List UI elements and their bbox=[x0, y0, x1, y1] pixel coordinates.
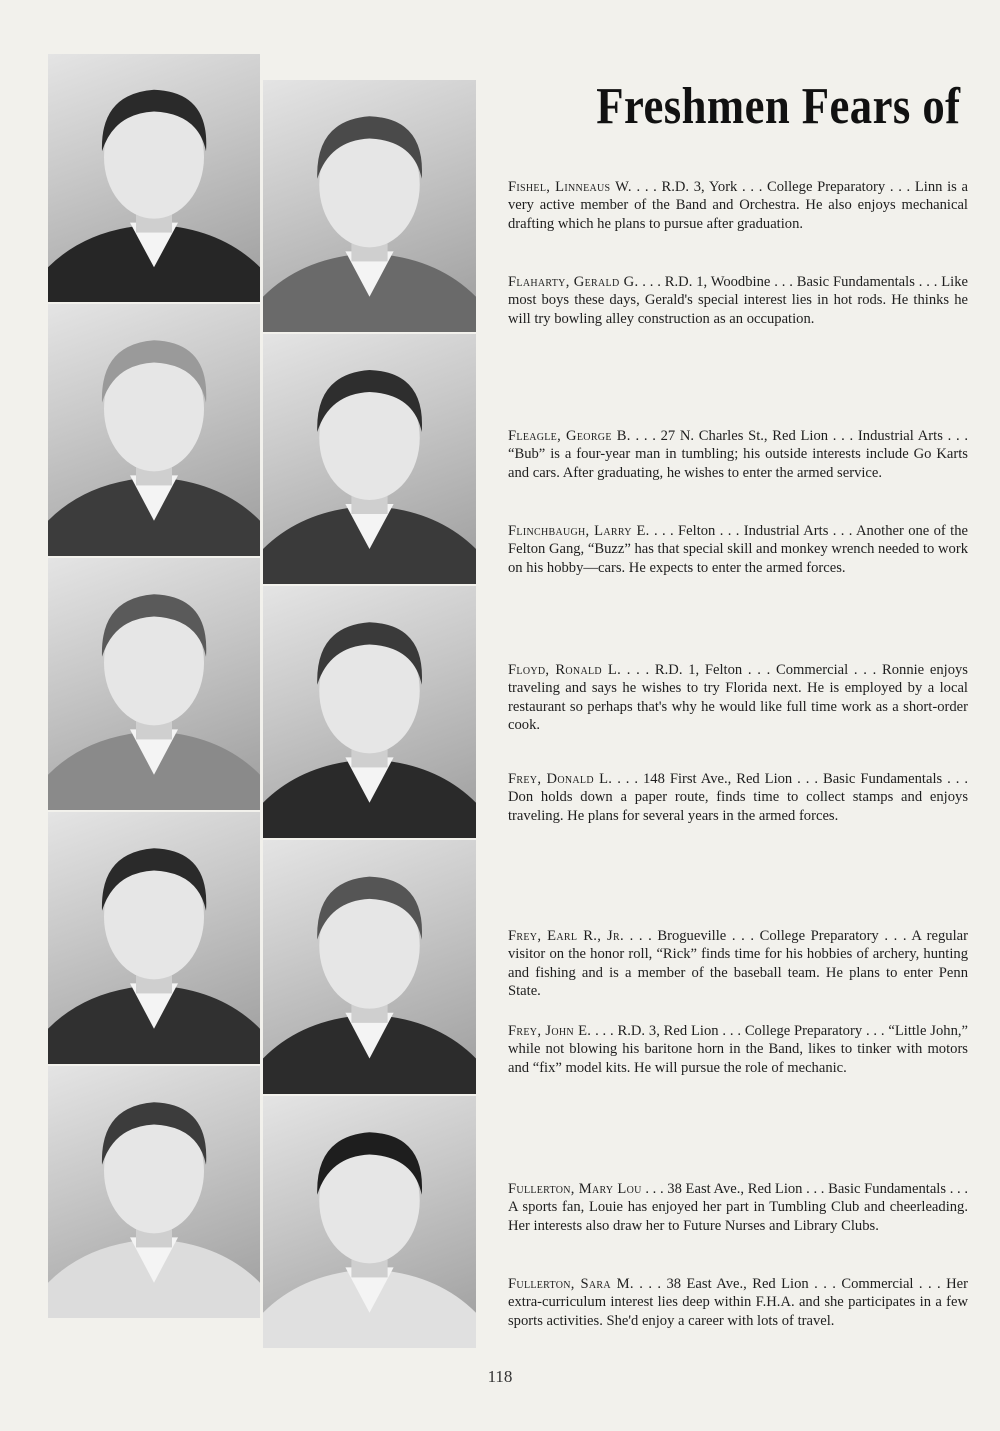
student-description: . . . 38 East Ave., Red Lion . . . Commercial . . . Her extra-curriculum interest lies deep within F.H.A. and she participates in a few sports activities. She'd enjoy a career with lots of travel. bbox=[508, 1276, 968, 1329]
student-entry bbox=[508, 927, 968, 1001]
portrait-silhouette bbox=[48, 1066, 260, 1318]
student-name: Frey, Donald L. bbox=[508, 771, 613, 787]
portrait-frey-earl bbox=[48, 812, 260, 1064]
portrait-flinchbaugh bbox=[263, 334, 476, 584]
student-name: Flaharty, Gerald G. bbox=[508, 274, 639, 290]
student-name: Fleagle, George B. bbox=[508, 428, 631, 444]
student-entry bbox=[508, 1180, 968, 1235]
student-name: Frey, Earl R., Jr. bbox=[508, 928, 624, 944]
portrait-silhouette bbox=[263, 334, 476, 584]
student-description: . . . Brogueville . . . College Preparatory . . . A regular visitor on the honor roll, “Rick” finds time for his hobbies of archery, hunting and fishing and is a member of the baseball team. He plans to enter Penn State. bbox=[508, 928, 968, 1000]
student-entry bbox=[508, 522, 968, 577]
student-description: . . . R.D. 3, York . . . College Preparatory . . . Linn is a very active member of the Band and Orchestra. He also enjoys mechanical drafting which he plans to pursue after graduation. bbox=[508, 179, 969, 232]
portrait-silhouette bbox=[48, 812, 260, 1064]
portrait-silhouette bbox=[48, 54, 260, 302]
student-entry bbox=[508, 1275, 968, 1330]
student-entry bbox=[508, 661, 968, 735]
page-number: 118 bbox=[487, 1367, 513, 1386]
page-title: Freshmen Fears of bbox=[595, 77, 960, 135]
student-name: Fishel, Linneaus W. bbox=[508, 179, 632, 195]
student-name: Fullerton, Sara M. bbox=[508, 1276, 634, 1292]
student-entry bbox=[508, 273, 968, 328]
portrait-silhouette bbox=[48, 558, 260, 810]
student-name: Flinchbaugh, Larry E. bbox=[508, 523, 650, 539]
student-entry bbox=[508, 178, 968, 233]
student-name: Frey, John E. bbox=[508, 1023, 592, 1039]
portrait-silhouette bbox=[263, 586, 476, 838]
student-description: . . . 148 First Ave., Red Lion . . . Basic Fundamentals . . . Don holds down a paper route, finds time to collect stamps and enjoys traveling. He plans for several years in the armed forces. bbox=[508, 771, 968, 824]
student-description: . . . R.D. 1, Woodbine . . . Basic Fundamentals . . . Like most boys these days, Gerald's special interest lies in hot rods. He thinks he will try bowling alley construction as an occupation. bbox=[508, 274, 968, 327]
portrait-fleagle bbox=[48, 304, 260, 556]
portrait-fishel bbox=[48, 54, 260, 302]
student-entry bbox=[508, 427, 968, 482]
portrait-silhouette bbox=[48, 304, 260, 556]
student-entry bbox=[508, 1022, 968, 1077]
student-description: . . . Felton . . . Industrial Arts . . . Another one of the Felton Gang, “Buzz” has that special skill and monkey wrench needed to work on his hobby—cars. He expects to enter the armed forces. bbox=[508, 523, 968, 576]
student-name: Floyd, Ronald L. bbox=[508, 662, 622, 678]
student-name: Fullerton, Mary Lou bbox=[508, 1181, 642, 1197]
student-description: . . . R.D. 3, Red Lion . . . College Preparatory . . . “Little John,” while not blowing his baritone horn in the Band, likes to tinker with motors and “fix” model kits. He will pursue the role of mechanic. bbox=[508, 1023, 968, 1076]
portrait-flaharty bbox=[263, 80, 476, 332]
portrait-silhouette bbox=[263, 840, 476, 1094]
portrait-fullerton-sara bbox=[263, 1096, 476, 1348]
portrait-frey-john bbox=[263, 840, 476, 1094]
portrait-frey-donald bbox=[263, 586, 476, 838]
portrait-floyd bbox=[48, 558, 260, 810]
portrait-fullerton-mary bbox=[48, 1066, 260, 1318]
portrait-silhouette bbox=[263, 1096, 476, 1348]
student-description: . . . 27 N. Charles St., Red Lion . . . Industrial Arts . . . “Bub” is a four-year man in tumbling; his outside interests include Go Karts and cars. After graduating, he wishes to enter the armed service. bbox=[508, 428, 968, 481]
portrait-silhouette bbox=[263, 80, 476, 332]
student-description: . . . R.D. 1, Felton . . . Commercial . . . Ronnie enjoys traveling and says he wishes to try Florida next. He is employed by a local restaurant so perhaps that's why he would like full time work as a short-order cook. bbox=[508, 662, 968, 734]
student-entry bbox=[508, 770, 968, 825]
student-description: . . . 38 East Ave., Red Lion . . . Basic Fundamentals . . . A sports fan, Louie has enjoyed her part in Tumbling Club and cheerleading. Her interests also draw her to Future Nurses and Library Clubs. bbox=[508, 1181, 968, 1234]
